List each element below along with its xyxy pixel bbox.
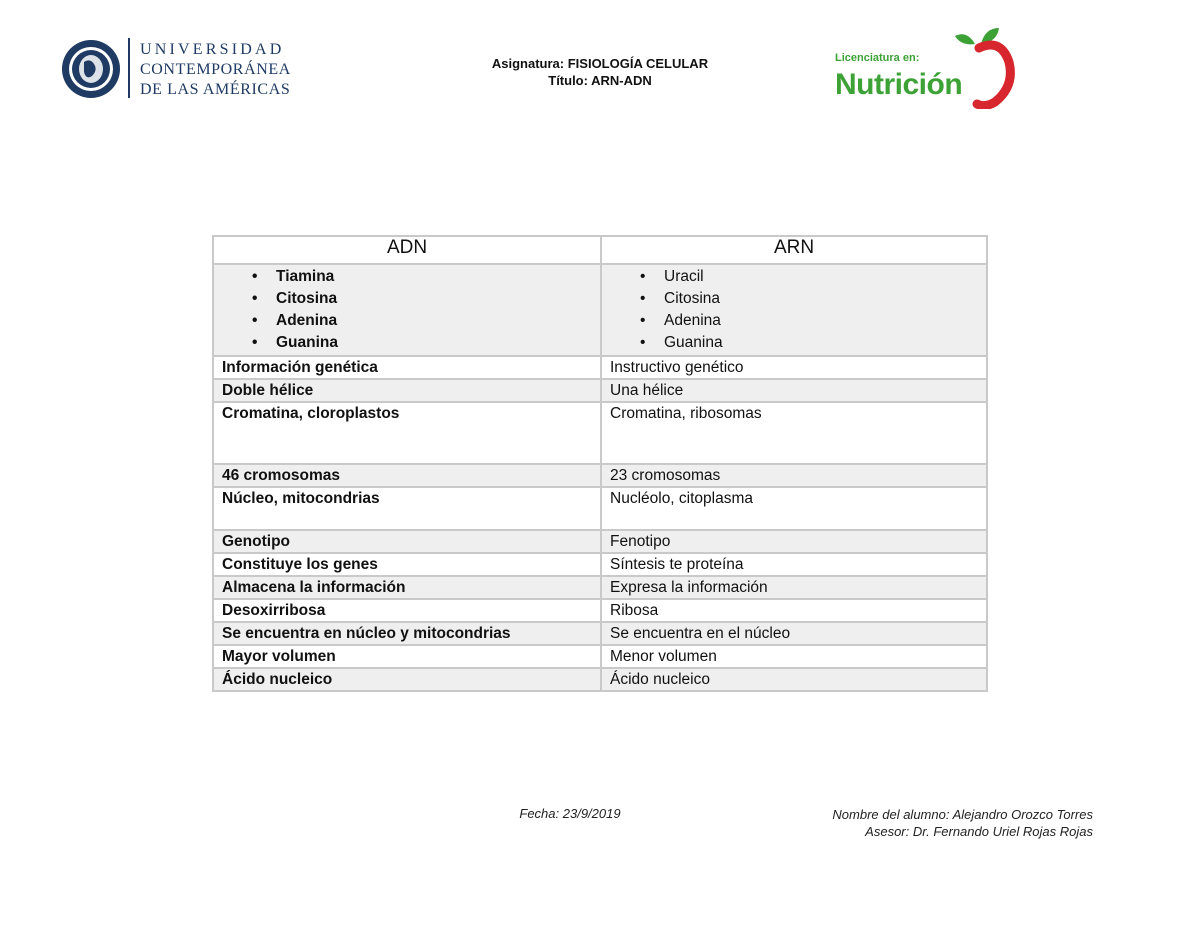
arn-cell: Ácido nucleico: [601, 668, 987, 691]
table-row: [213, 668, 987, 691]
table-row: [213, 553, 987, 576]
table-row: [213, 356, 987, 379]
adn-cell: Información genética: [213, 356, 601, 379]
adn-cell: Almacena la información: [213, 576, 601, 599]
subject-line: Asignatura: FISIOLOGÍA CELULAR: [491, 56, 709, 71]
nutrition-logo-wordmark: Nutrición: [835, 68, 963, 101]
title-line: Título: ARN-ADN: [548, 73, 652, 88]
university-name-line: CONTEMPORÁNEA: [140, 61, 291, 78]
list-item: • Uracil: [610, 266, 978, 288]
arn-cell: Instructivo genético: [601, 356, 987, 379]
adn-cell: Núcleo, mitocondrias: [213, 487, 601, 530]
adn-cell: Desoxirribosa: [213, 599, 601, 622]
document-header: [400, 55, 800, 89]
arn-cell: 23 cromosomas: [601, 464, 987, 487]
adn-cell: Genotipo: [213, 530, 601, 553]
column-header-arn: ARN: [601, 236, 987, 264]
list-item: • Adenina: [610, 310, 978, 332]
comparison-table: [212, 235, 988, 692]
arn-cell: Una hélice: [601, 379, 987, 402]
adn-cell: Ácido nucleico: [213, 668, 601, 691]
adn-cell: Constituye los genes: [213, 553, 601, 576]
table-row: [213, 622, 987, 645]
table-row: [213, 379, 987, 402]
arn-cell: Menor volumen: [601, 645, 987, 668]
table-row-bases: [213, 264, 987, 356]
list-item: • Tiamina: [222, 266, 592, 288]
arn-bases-list: [610, 266, 978, 354]
university-name: [140, 40, 291, 100]
arn-cell: Ribosa: [601, 599, 987, 622]
table-row: [213, 487, 987, 530]
list-item: • Guanina: [610, 332, 978, 354]
adn-bases-list: [222, 266, 592, 354]
apple-icon: [945, 24, 1015, 109]
arn-bases-cell: [601, 264, 987, 356]
university-name-line: DE LAS AMÉRICAS: [140, 81, 291, 98]
table-row: [213, 530, 987, 553]
footer-date: Fecha: 23/9/2019: [519, 806, 621, 821]
arn-cell: Expresa la información: [601, 576, 987, 599]
adn-cell: 46 cromosomas: [213, 464, 601, 487]
list-item: • Citosina: [222, 288, 592, 310]
adn-cell: Doble hélice: [213, 379, 601, 402]
nutrition-logo: [835, 24, 1015, 114]
list-item: • Guanina: [222, 332, 592, 354]
arn-cell: Nucléolo, citoplasma: [601, 487, 987, 530]
nutrition-logo-caption: Licenciatura en:: [835, 52, 920, 64]
table-row: [213, 402, 987, 464]
arn-cell: Síntesis te proteína: [601, 553, 987, 576]
table-row: [213, 464, 987, 487]
university-name-line: UNIVERSIDAD: [140, 41, 285, 58]
adn-cell: Mayor volumen: [213, 645, 601, 668]
arn-cell: Se encuentra en el núcleo: [601, 622, 987, 645]
adn-bases-cell: [213, 264, 601, 356]
advisor-name: Asesor: Dr. Fernando Uriel Rojas Rojas: [865, 824, 1093, 839]
table-header-row: [213, 236, 987, 264]
logo-divider: [128, 38, 130, 98]
table-row: [213, 645, 987, 668]
table-row: [213, 576, 987, 599]
list-item: • Adenina: [222, 310, 592, 332]
footer-credits: [832, 806, 1093, 840]
student-name: Nombre del alumno: Alejandro Orozco Torres: [832, 807, 1093, 822]
university-seal-icon: [60, 36, 122, 102]
arn-cell: Fenotipo: [601, 530, 987, 553]
column-header-adn: ADN: [213, 236, 601, 264]
table-row: [213, 599, 987, 622]
arn-cell: Cromatina, ribosomas: [601, 402, 987, 464]
list-item: • Citosina: [610, 288, 978, 310]
adn-cell: Se encuentra en núcleo y mitocondrias: [213, 622, 601, 645]
adn-cell: Cromatina, cloroplastos: [213, 402, 601, 464]
